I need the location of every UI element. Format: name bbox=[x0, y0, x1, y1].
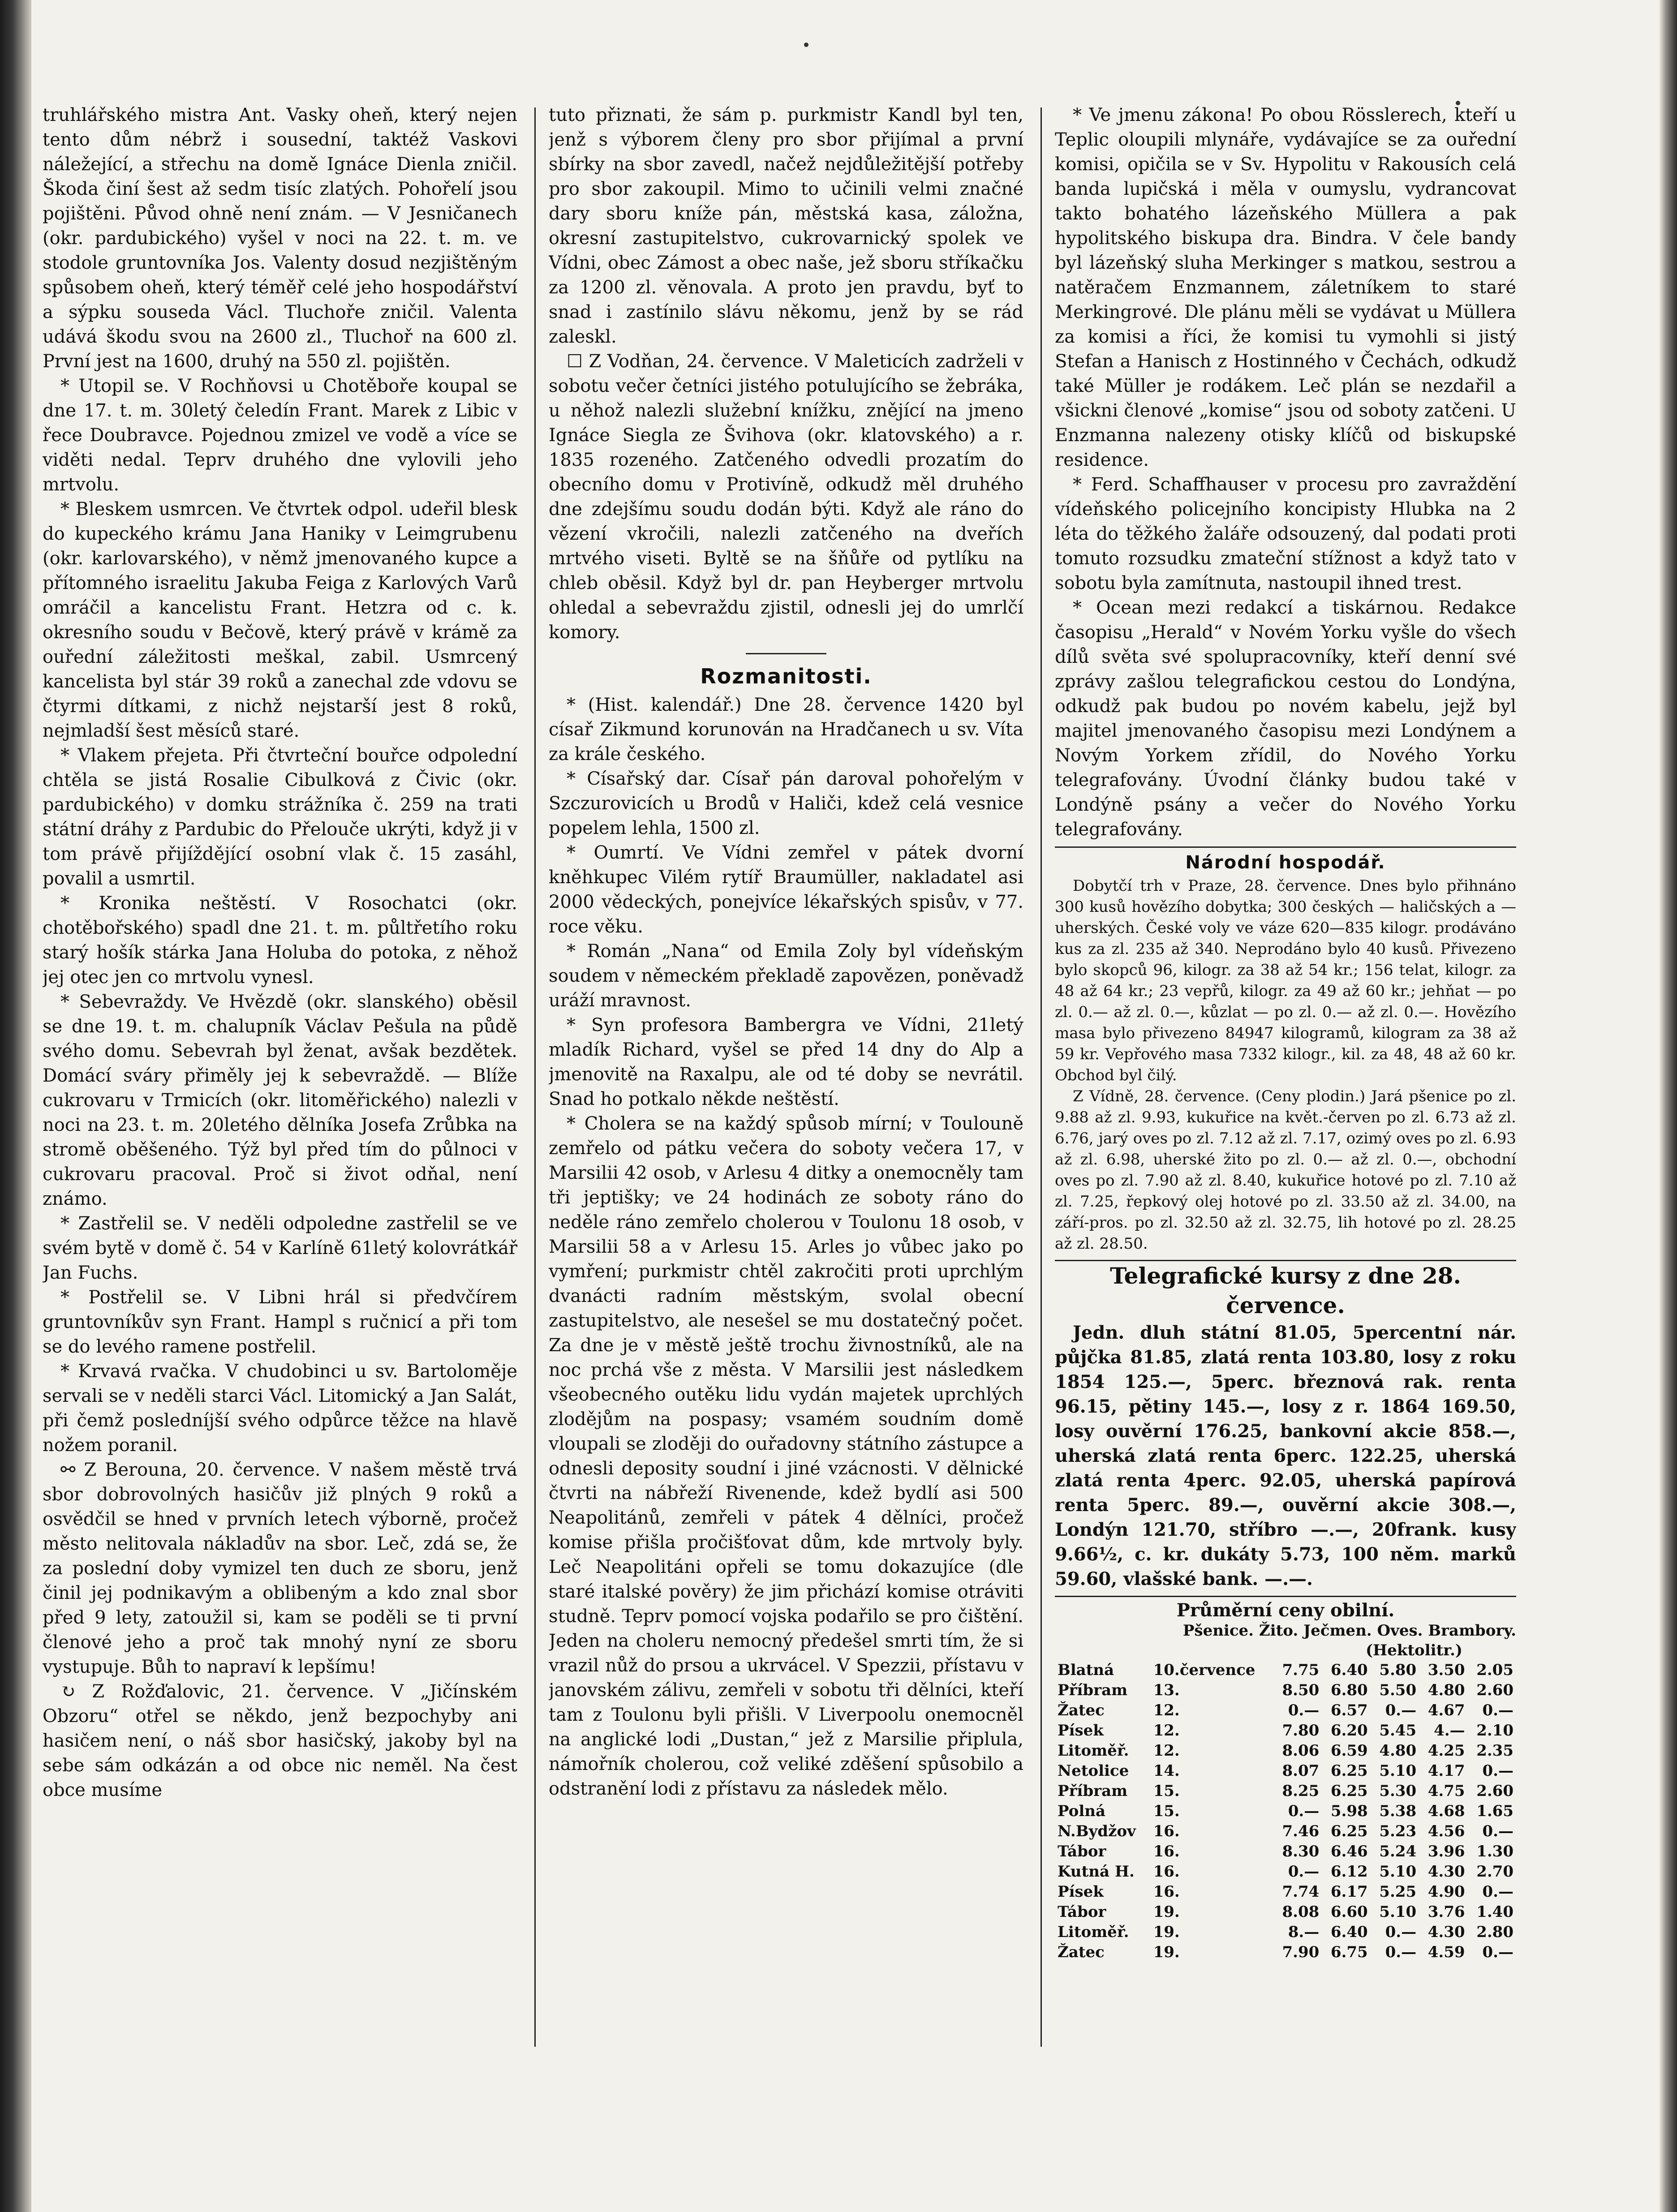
price-cell: 6.17 bbox=[1330, 1883, 1368, 1901]
article-paragraph: ☐ Z Vodňan, 24. července. V Maleticích zadrželi v sobotu večer četníci jistého potulujícího se žebráka, u něhož nalezli služební knížku, znějící na jmeno Ignáce Siegla ze Švihova (okr. klatovského) a r. 1835 rozeného. Zatčeného odvedli prozatím do obecního domu v Protivíně, odkudž měl druhého dne zdejšímu soudu dodán býti. Když ale ráno do vězení vkročili, nalezli zatčeného na dveřích mrtvého viseti. Byltě se na šňůře od pytlíku na chleb oběsil. Když byl dr. pan Heyberger mrtvolu ohledal a sebevraždu zjistil, odnesli jej do umrlčí komory. bbox=[549, 351, 1023, 643]
article-paragraph: * Kronika neštěstí. V Rosochatci (okr. chotěbořského) spadl dne 21. t. m. půltřetího roku starý hošík stárka Jana Holuba do potoka, z něhož jej otec jen co mrtvolu vynesl. bbox=[43, 893, 517, 988]
price-cell: 3.50 bbox=[1428, 1661, 1465, 1679]
price-cell: 6.12 bbox=[1330, 1863, 1368, 1881]
town-cell: Litoměř. bbox=[1058, 1742, 1129, 1760]
date-cell: 16. bbox=[1153, 1843, 1180, 1860]
date-cell: 19. bbox=[1153, 1903, 1180, 1921]
section-heading-narodni-hospodar: Národní hospodář. bbox=[1185, 852, 1386, 873]
column-3 bbox=[1055, 103, 1516, 2087]
article-paragraph: * Bleskem usmrcen. Ve čtvrtek odpol. udeřil blesk do kupeckého krámu Jana Haniky v Leimgrubenu (okr. karlovarského), v němž jmenovaného kupce a přítomného israelitu Jakuba Feiga z Karlových Varů omráčil a kancelistu Frant. Hetzra od c. k. okresního soudu v Bečově, který právě v krámě za ouřední záležitosti meškal, zabil. Usmrcený kancelista byl stár 39 roků a zanechal zde vdovu se čtyrmi dítkami, z nichž nejstarší jest 8 roků, nejmladší šest měsíců staré. bbox=[43, 499, 517, 741]
town-cell: Žatec bbox=[1058, 1701, 1105, 1719]
section-divider bbox=[1055, 846, 1516, 848]
telegraph-rates-title: Telegrafické kursy z dne 28. července. bbox=[1055, 1260, 1516, 1320]
price-cell: 6.80 bbox=[1330, 1681, 1368, 1699]
town-cell: Polná bbox=[1058, 1802, 1105, 1820]
price-cell: 6.60 bbox=[1330, 1903, 1368, 1921]
grain-prices-table bbox=[1055, 1660, 1516, 1963]
article-paragraph: * Ocean mezi redakcí a tiskárnou. Redakce časopisu „Herald“ v Novém Yorku vyšle do všech dílů světa své spolupracovníky, kteří denní své zprávy zašlou telegrafickou cestou do Londýna, odkudž pak budou po novém kabelu, jejž byl majitel jmenovaného časopisu mezi Londýnem a Novým Yorkem zřídil, do Nového Yorku telegrafovány. Úvodní články budou také v Londýně psány a večer do Nového Yorku telegrafovány. bbox=[1055, 597, 1516, 840]
price-cell: 5.30 bbox=[1379, 1782, 1417, 1800]
date-cell: 16. bbox=[1153, 1883, 1180, 1901]
price-cell: 2.80 bbox=[1476, 1923, 1514, 1941]
telegraph-rates-text: Jedn. dluh státní 81.05, 5percentní nár. půjčka 81.85, zlatá renta 103.80, losy z roku 1854 125.—, 5perc. březnová rak. renta 96.15, pětiny 145.—, losy z r. 1864 169.50, losy ouvěrní 176.25, bankovní akcie 858.—, uherská zlatá renta 6perc. 122.25, uherská zlatá renta 4perc. 92.05, uherská papírová renta 5perc. 89.—, ouvěrní akcie 308.—, Londýn 121.70, stříbro —.—, 20frank. kusy 9.66½, c. kr. dukáty 5.73, 100 něm. marků 59.60, vlašské bank. —.—. bbox=[1055, 1322, 1516, 1589]
price-cell: 0.— bbox=[1288, 1701, 1320, 1719]
price-cell: 5.23 bbox=[1379, 1822, 1417, 1840]
article-paragraph: * Syn profesora Bambergra ve Vídni, 21letý mladík Richard, vyšel se před 14 dny do Alp a jmenovitě na Raxalpu, ale od té doby se nevrátil. Snad ho potkalo někde neštěstí. bbox=[549, 1015, 1023, 1109]
article-paragraph: * Cholera se na každý spůsob mírní; v Toulouně zemřelo od pátku večera do soboty večera 17, v Marsilii 42 osob, v Arlesu 4 ditky a onemocněly tam tři jeptišky; ve 24 hodinách ze soboty ráno do neděle ráno zemřelo cholerou v Toulonu 18 osob, v Marsilii 58 a v Arlesu 15. Arles jo vůbec jako po vymření; purkmistr chtěl zakročiti proti uprchlým dvanácti radním městským, svolal obecní zastupitelstvo, ale nesešel se mu dostatečný počet. Za dne je v městě ještě trochu živnostníků, ale na noc prchá vše z města. V Marsilii jest následkem všeobecného outěku lidu vydán majetek uprchlých zlodějům na pospasy; vsamém soudním domě vloupali se zloději do ouřadovny státního zástupce a odnesli deposity soudní i jiné vzácnosti. V dělnické čtvrti na nábřeží Rivenende, kdež bydlí asi 500 Neapolitánů, zemřeli v pátek 4 dělníci, pročež komise přišla pročišťovat dům, kde mrtvoly byly. Leč Neapolitáni opřeli se tomu dokazujíce (dle staré italské pověry) že jim přichází komise otráviti studně. Teprv pomocí vojska podařilo se pro čištění. Jeden na choleru nemocný předešel smrti tím, že si vrazil nůž do prsou a ukrvácel. V Spezzii, přístavu v janovském zálivu, zemřeli v sobotu tři dělníci, kteří tam z Toulonu byli přišli. V Liverpoolu onemocněl na anglické lodi „Dustan,“ jež z Marsilie připlula, námořník cholerou, což veliké zděšení spůsobilo a odstranění lodi z přístavu za následek mělo. bbox=[549, 1113, 1023, 1799]
column-1 bbox=[43, 103, 517, 2087]
price-cell: 7.74 bbox=[1282, 1883, 1320, 1901]
price-cell: 0.— bbox=[1288, 1802, 1320, 1820]
price-cell: 5.98 bbox=[1330, 1802, 1368, 1820]
date-cell: 10.července bbox=[1153, 1661, 1256, 1679]
price-cell: 0.— bbox=[1482, 1822, 1514, 1840]
price-cell: 5.80 bbox=[1379, 1661, 1417, 1679]
table-row bbox=[1055, 1761, 1516, 1781]
grain-prices-columns: Pšenice. Žito. Ječmen. Oves. Brambory. bbox=[1182, 1622, 1516, 1640]
scan-edge-right bbox=[1659, 0, 1677, 2212]
table-row bbox=[1055, 1882, 1516, 1902]
date-cell: 12. bbox=[1153, 1722, 1180, 1740]
price-cell: 1.30 bbox=[1476, 1843, 1514, 1860]
price-cell: 0.— bbox=[1482, 1701, 1514, 1719]
article-paragraph: * Císařský dar. Císař pán daroval pohořelým v Szczurovicích u Brodů v Haliči, kdež celá vesnice popelem lehla, 1500 zl. bbox=[549, 769, 1023, 838]
article-paragraph: * (Hist. kalendář.) Dne 28. července 1420 byl císař Zikmund korunován na Hradčanech u sv. Víta za krále českého. bbox=[549, 695, 1023, 765]
table-row bbox=[1055, 1942, 1516, 1963]
date-cell: 16. bbox=[1153, 1822, 1180, 1840]
price-cell: 0.— bbox=[1482, 1943, 1514, 1961]
ink-speck bbox=[804, 43, 808, 47]
table-row bbox=[1055, 1660, 1516, 1680]
town-cell: Tábor bbox=[1058, 1903, 1106, 1921]
table-row bbox=[1055, 1922, 1516, 1942]
price-cell: 7.90 bbox=[1282, 1943, 1320, 1961]
column-2 bbox=[549, 103, 1023, 2087]
price-cell: 4.30 bbox=[1428, 1863, 1465, 1881]
price-cell: 5.10 bbox=[1379, 1762, 1417, 1780]
article-paragraph: * Ferd. Schaffhauser v procesu pro zavraždění vídeňského policejního koncipisty Hlubka na 2 léta do těžkého žaláře odsouzený, dal podati proti tomuto rozsudku zmateční stížnost a když tato v sobotu byla zamítnuta, nastoupil ihned trest. bbox=[1055, 474, 1516, 593]
price-cell: 8.— bbox=[1288, 1923, 1320, 1941]
table-row bbox=[1055, 1741, 1516, 1761]
town-cell: Příbram bbox=[1058, 1681, 1128, 1699]
date-cell: 16. bbox=[1153, 1863, 1180, 1881]
price-cell: 4.59 bbox=[1428, 1943, 1465, 1961]
town-cell: Písek bbox=[1058, 1722, 1104, 1740]
price-cell: 0.— bbox=[1482, 1883, 1514, 1901]
column-rule bbox=[534, 107, 536, 2047]
price-cell: 4.56 bbox=[1428, 1822, 1465, 1840]
grain-prices-title: Průměrní ceny obilní. bbox=[1055, 1596, 1516, 1621]
article-paragraph: * Román „Nana“ od Emila Zoly byl vídeňským soudem v německém překladě zapovězen, poněvadž uráží mravnost. bbox=[549, 941, 1023, 1011]
table-row bbox=[1055, 1842, 1516, 1862]
article-paragraph: truhlářského mistra Ant. Vasky oheň, který nejen tento dům nébrž i sousední, taktéž Vaskovi náležející, a střechu na domě Ignáce Dienla zničil. Škoda činí šest až sedm tisíc zlatých. Pohořelí jsou pojištěni. Původ ohně není znám. — V Jesničanech (okr. pardubického) vyšel v noci na 22. t. m. ve stodole gruntovníka Jos. Valenty dosud nezjištěným spůsobem oheň, který téměř celé jeho hospodářství a sýpku souseda Václ. Tluchoře zničil. Valenta udává škodu svou na 2600 zl., Tluchoř na 600 zl. První jest na 1600, druhý na 550 zl. pojištěn. bbox=[43, 105, 517, 372]
town-cell: Písek bbox=[1058, 1883, 1104, 1901]
price-cell: 6.59 bbox=[1330, 1742, 1368, 1760]
newspaper-page bbox=[43, 103, 1516, 2087]
price-cell: 0.— bbox=[1385, 1943, 1417, 1961]
town-cell: Kutná H. bbox=[1058, 1863, 1135, 1881]
date-cell: 14. bbox=[1153, 1762, 1180, 1780]
price-cell: 0.— bbox=[1288, 1863, 1320, 1881]
price-cell: 5.25 bbox=[1379, 1883, 1417, 1901]
article-paragraph: * Ve jmenu zákona! Po obou Rösslerech, kteří u Teplic oloupili mlynáře, vydávajíce se za ouřední komisi, opičila se v Sv. Hypolitu v Rakousích celá banda lupičská i měla v oumyslu, vydrancovat takto bohatého lázeňského Müllera a pak hypolitského biskupa dra. Bindra. V čele bandy byl lázeňský sluha Merkinger s matkou, sestrou a natěračem Enzmannem, záletníkem to staré Merkingrové. Dle plánu měli se vydávat u Müllera za komisi a říci, že komisi tu vymohli si jistý Stefan a Hanisch z Hostinného v Čechách, odkudž také Müller je rodákem. Leč plán se nezdařil a všickni členové „komise“ jsou od soboty zatčeni. U Enzmanna nalezeny otisky klíčů od biskupské residence. bbox=[1055, 105, 1516, 470]
date-cell: 15. bbox=[1153, 1802, 1180, 1820]
article-paragraph: * Oumrtí. Ve Vídni zemřel v pátek dvorní kněhkupec Vilém rytíř Braumüller, nakladatel asi 2000 vědeckých, ponejvíce lékařských spisův, v 77. roce věku. bbox=[549, 842, 1023, 937]
article-paragraph: ↻ Z Rožďalovic, 21. července. V „Jičínském Obzoru“ otřel se někdo, jenž bezpochyby ani hasičem není, o náš sbor hasičský, jakoby byl na sebe sám odkázán a od obce nic neměl. Na čest obce musíme bbox=[43, 1681, 517, 1800]
table-row bbox=[1055, 1862, 1516, 1882]
article-paragraph: * Krvavá rvačka. V chudobinci u sv. Bartoloměje servali se v neděli starci Václ. Litomický a Jan Salát, při čemž posledníjší svého odpůrce těžce na hlavě nožem poranil. bbox=[43, 1361, 517, 1456]
price-cell: 8.06 bbox=[1282, 1742, 1320, 1760]
price-cell: 5.10 bbox=[1379, 1863, 1417, 1881]
article-paragraph: * Sebevraždy. Ve Hvězdě (okr. slanského) oběsil se dne 19. t. m. chalupník Václav Pešula na půdě svého domu. Sebevrah byl ženat, avšak bezdětek. Domácí sváry přiměly jej k sebevraždě. — Blíže cukrovaru v Trmicích (okr. litoměřického) nalezli v noci na 23. t. m. 20letého dělníka Josefa Zrůbka na stromě oběšeného. Týž byl před tím do půlnoci v cukrovaru pracoval. Proč si život odňal, není známo. bbox=[43, 992, 517, 1209]
price-cell: 7.46 bbox=[1282, 1822, 1320, 1840]
price-cell: 4.80 bbox=[1379, 1742, 1417, 1760]
article-paragraph: * Utopil se. V Rochňovsi u Chotěboře koupal se dne 17. t. m. 30letý čeledín Frant. Marek z Libic v řece Doubravce. Pojednou zmizel ve vodě a více se viděti nedal. Teprv druhého dne vylovili jeho mrtvolu. bbox=[43, 376, 517, 495]
price-cell: 8.08 bbox=[1282, 1903, 1320, 1921]
table-row bbox=[1055, 1721, 1516, 1741]
price-cell: 4.68 bbox=[1428, 1802, 1465, 1820]
date-cell: 12. bbox=[1153, 1701, 1180, 1719]
scan-edge-left bbox=[0, 0, 31, 2212]
grain-prices-unit: (Hektolitr.) bbox=[1365, 1641, 1462, 1659]
price-cell: 8.50 bbox=[1282, 1681, 1320, 1699]
price-cell: 5.38 bbox=[1379, 1802, 1417, 1820]
town-cell: Netolice bbox=[1058, 1762, 1129, 1780]
section-heading-rozmanitosti: Rozmanitosti. bbox=[700, 664, 872, 688]
column-rule bbox=[1041, 107, 1042, 2047]
price-cell: 4.30 bbox=[1428, 1923, 1465, 1941]
price-cell: 6.20 bbox=[1330, 1722, 1368, 1740]
date-cell: 12. bbox=[1153, 1742, 1180, 1760]
date-cell: 19. bbox=[1153, 1923, 1180, 1941]
town-cell: N.Bydžov bbox=[1058, 1822, 1136, 1840]
table-row bbox=[1055, 1902, 1516, 1922]
article-paragraph: tuto přiznati, že sám p. purkmistr Kandl byl ten, jenž s výborem členy pro sbor přijímal a první sbírky na sbor zavedl, načež nejdůležitější potřeby pro sbor zakoupil. Mimo to učinili velmi značné dary sboru kníže pán, městská kasa, záložna, okresní zastupitelstvo, cukrovarnický spolek ve Vídni, obec Zámost a obec naše, jež sboru stříkačku za 1200 zl. věnovala. A proto jen pravdu, byť to snad i zastínilo slávu někomu, jenž by se rád zaleskl. bbox=[549, 105, 1023, 347]
town-cell: Příbram bbox=[1058, 1782, 1128, 1800]
price-cell: 6.25 bbox=[1330, 1762, 1368, 1780]
price-cell: 8.07 bbox=[1282, 1762, 1320, 1780]
price-cell: 6.75 bbox=[1330, 1943, 1368, 1961]
price-cell: 7.75 bbox=[1282, 1661, 1320, 1679]
date-cell: 19. bbox=[1153, 1943, 1180, 1961]
price-cell: 8.25 bbox=[1282, 1782, 1320, 1800]
price-cell: 6.46 bbox=[1330, 1843, 1368, 1860]
price-cell: 2.35 bbox=[1476, 1742, 1514, 1760]
article-paragraph: ⚯ Z Berouna, 20. července. V našem městě trvá sbor dobrovolných hasičův již plných 9 roků a osvědčil se hned v prvních letech výborně, pročež město nelitovala nákladův na sbor. Leč, zdá se, že za poslední doby vymizel ten duch ze sboru, jenž činil jej podnikavým a oblibeným a kdo znal sbor před 9 lety, zatoužil si, kam se poděli se ti první členové jeho a proč tak mnohý nyní ze sboru vystupuje. Bůh to napraví k lepšímu! bbox=[43, 1460, 517, 1677]
price-cell: 4.25 bbox=[1428, 1742, 1465, 1760]
town-cell: Litoměř. bbox=[1058, 1923, 1129, 1941]
price-cell: 4.80 bbox=[1428, 1681, 1465, 1699]
price-cell: 2.60 bbox=[1476, 1681, 1514, 1699]
table-row bbox=[1055, 1781, 1516, 1801]
price-cell: 5.45 bbox=[1379, 1722, 1417, 1740]
article-paragraph: * Vlakem přejeta. Při čtvrteční bouřce odpolední chtěla se jistá Rosalie Cibulková z Čivic (okr. pardubického) v domku strážníka č. 259 na trati státní dráhy z Pardubic do Přelouče ukrýti, když ji v tom právě přijíždějící osobní vlak č. 15 zasáhl, povalil a usmrtil. bbox=[43, 745, 517, 889]
price-cell: 4.67 bbox=[1428, 1701, 1465, 1719]
price-cell: 2.05 bbox=[1476, 1661, 1514, 1679]
price-cell: 2.60 bbox=[1476, 1782, 1514, 1800]
market-report: Z Vídně, 28. července. (Ceny plodin.) Jará pšenice po zl. 9.88 až zl. 9.93, kukuřice na květ.-červen po zl. 6.73 až zl. 6.76, jarý oves po zl. 7.12 až zl. 7.17, ozimý oves po zl. 6.93 až zl. 6.98, uherské žito po zl. 0.— až zl. 0.—, obchodní oves po zl. 7.90 až zl. 8.40, kukuřice hotové po zl. 7.10 až zl. 7.25, řepkový olej hotové po zl. 33.50 až zl. 34.00, na září-pros. po zl. 32.50 až zl. 32.75, lih hotové po zl. 28.25 až zl. 28.50. bbox=[1055, 1087, 1516, 1253]
price-cell: 6.40 bbox=[1330, 1923, 1368, 1941]
date-cell: 13. bbox=[1153, 1681, 1180, 1699]
price-cell: 1.40 bbox=[1476, 1903, 1514, 1921]
town-cell: Tábor bbox=[1058, 1843, 1106, 1860]
price-cell: 1.65 bbox=[1476, 1802, 1514, 1820]
town-cell: Žatec bbox=[1058, 1943, 1105, 1961]
date-cell: 15. bbox=[1153, 1782, 1180, 1800]
price-cell: 6.40 bbox=[1330, 1661, 1368, 1679]
price-cell: 6.57 bbox=[1330, 1701, 1368, 1719]
table-row bbox=[1055, 1821, 1516, 1842]
article-paragraph: * Postřelil se. V Libni hrál si předvčírem gruntovníkův syn Frant. Hampl s ručnicí a při tom se do levého ramene postřelil. bbox=[43, 1287, 517, 1357]
price-cell: 0.— bbox=[1385, 1923, 1417, 1941]
price-cell: 6.25 bbox=[1330, 1822, 1368, 1840]
article-paragraph: * Zastřelil se. V neděli odpoledne zastřelil se ve svém bytě v domě č. 54 v Karlíně 61letý kolovrátkář Jan Fuchs. bbox=[43, 1213, 517, 1283]
price-cell: 6.25 bbox=[1330, 1782, 1368, 1800]
price-cell: 0.— bbox=[1482, 1762, 1514, 1780]
table-row bbox=[1055, 1680, 1516, 1701]
price-cell: 3.76 bbox=[1428, 1903, 1465, 1921]
price-cell: 2.70 bbox=[1476, 1863, 1514, 1881]
price-cell: 0.— bbox=[1385, 1701, 1417, 1719]
table-row bbox=[1055, 1801, 1516, 1821]
price-cell: 5.50 bbox=[1379, 1681, 1417, 1699]
price-cell: 3.96 bbox=[1428, 1843, 1465, 1860]
section-divider bbox=[746, 653, 826, 654]
price-cell: 4.75 bbox=[1428, 1782, 1465, 1800]
price-cell: 5.24 bbox=[1379, 1843, 1417, 1860]
market-report: Dobytčí trh v Praze, 28. července. Dnes bylo přihnáno 300 kusů hovězího dobytka; 300 českých — haličských a — uherských. České voly ve váze 620—835 kilogr. prodáváno kus za zl. 235 až 340. Neprodáno bylo 40 kusů. Přivezeno bylo skopců 96, kilogr. za 38 až 54 kr.; 156 telat, kilogr. za 48 až 64 kr.; 23 vepřů, kilogr. za 49 až 60 kr.; jehňat — po zl. 0.— až zl. 0.—, kůzlat — po zl. 0.— až zl. 0.—. Hovězího masa bylo přivezeno 84947 kilogramů, kilogram za 38 až 59 kr. Vepřového masa 7332 kilogr., kil. za 48, 48 až 60 kr. Obchod byl čilý. bbox=[1055, 877, 1516, 1084]
town-cell: Blatná bbox=[1058, 1661, 1114, 1679]
price-cell: 7.80 bbox=[1282, 1722, 1320, 1740]
price-cell: 4.90 bbox=[1428, 1883, 1465, 1901]
price-cell: 5.10 bbox=[1379, 1903, 1417, 1921]
price-cell: 8.30 bbox=[1282, 1843, 1320, 1860]
price-cell: 4.17 bbox=[1428, 1762, 1465, 1780]
table-row bbox=[1055, 1701, 1516, 1721]
price-cell: 4.— bbox=[1434, 1722, 1465, 1740]
price-cell: 2.10 bbox=[1476, 1722, 1514, 1740]
